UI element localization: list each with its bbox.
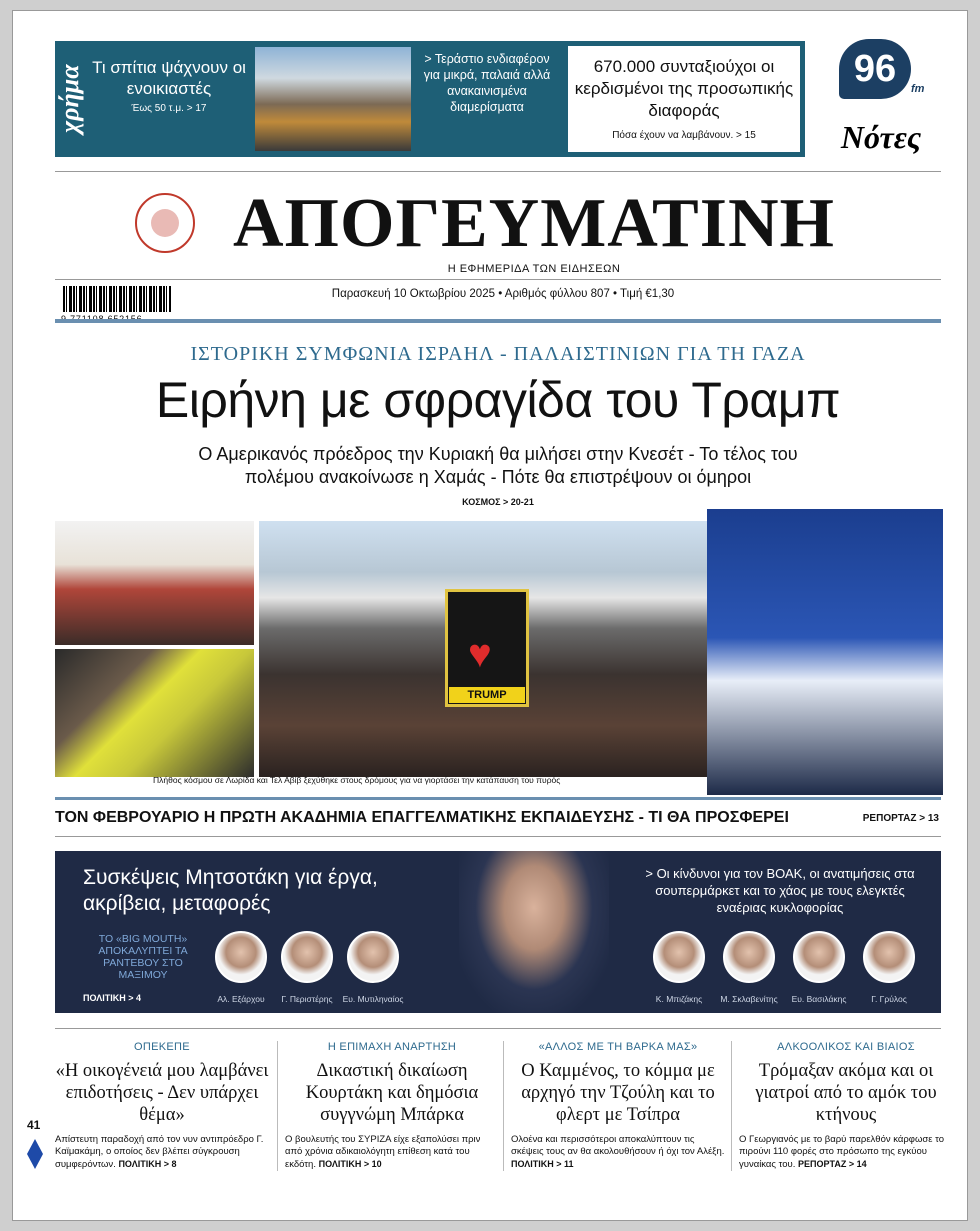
section-rule-thin <box>55 836 941 837</box>
person-name: Αλ. Εξάρχου <box>217 994 265 1004</box>
mitsotakis-right-text: > Οι κίνδυνοι για τον ΒΟΑΚ, οι ανατιμήσεις στα σουπερμάρκετ και το χάος με τους ελεγκτές εναέριας κυκλοφορίας <box>645 866 915 915</box>
column-kicker: ΟΠΕΚΕΠΕ <box>134 1041 190 1053</box>
column-page-ref: ΠΟΛΙΤΙΚΗ > 10 <box>318 1159 382 1169</box>
mitsotakis-page-ref: ΠΟΛΙΤΙΚΗ > 4 <box>83 993 142 1003</box>
column-kicker: Η ΕΠΙΜΑΧΗ ΑΝΑΡΤΗΣΗ <box>327 1041 457 1053</box>
trump-sign-label: TRUMP <box>449 687 525 703</box>
academy-page-ref[interactable]: ΡΕΠΟΡΤΑΖ > 13 <box>862 813 939 824</box>
newspaper-front-page <box>12 10 968 1221</box>
diamond-icon <box>27 1139 43 1169</box>
column-headline: «Η οικογένειά μου λαμβάνει επιδοτήσεις - Δεν υπάρχει θέμα» <box>55 1061 269 1125</box>
promo-building-photo <box>255 47 411 151</box>
column-body-text: Ολοένα και περισσότεροι αποκαλύπτουν τις σκέψεις τους αν θα ακολουθήσουν ή όχι τον Αλέξη. <box>511 1134 725 1157</box>
radio-name: Nότες <box>840 119 922 155</box>
person-name: Ευ. Βασιλάκης <box>791 994 847 1004</box>
promo-left-sub: Έως 50 τ.μ. > 17 <box>131 103 207 114</box>
column-body-text: Απίστευτη παραδοχή από τον νυν αντιπρόεδρο Γ. Καϊμακάμη, ο οποίος δεν βλέπει σύγκρουση συμφερόντων. <box>55 1134 264 1170</box>
promo-right-title: 670.000 συνταξιούχοι οι κερδισμένοι της προσωπικής διαφοράς <box>574 57 794 120</box>
story-column-2[interactable] <box>285 1041 499 1171</box>
column-page-ref: ΠΟΛΙΤΙΚΗ > 8 <box>118 1159 177 1169</box>
promo-middle-text: > Τεράστιο ενδιαφέρον για μικρά, παλαιά αλλά ανακαινισμένα διαμερίσματα <box>423 52 551 114</box>
academy-headline[interactable]: ΤΟΝ ΦΕΒΡΟΥΑΡΙΟ Η ΠΡΩΤΗ ΑΚΑΔΗΜΙΑ ΕΠΑΓΓΕΛΜΑΤΙΚΗΣ ΕΚΠΑΙΔΕΥΣΗΣ - ΤΙ ΘΑ ΠΡΟΣΦΕΡΕΙ <box>55 809 789 826</box>
promo-right-sub: Πόσα έχουν να λαμβάνουν. > 15 <box>612 130 756 141</box>
radio-logo <box>831 39 931 159</box>
person-name: Γ. Περιστέρης <box>281 994 333 1004</box>
avatar <box>281 931 333 983</box>
column-divider <box>277 1041 278 1171</box>
avatar <box>215 931 267 983</box>
column-kicker: «ΑΛΛΟΣ ΜΕ ΤΗ ΒΑΡΚΑ ΜΑΣ» <box>538 1041 698 1053</box>
column-kicker: ΑΛΚΟΟΛΙΚΟΣ ΚΑΙ ΒΙΑΙΟΣ <box>777 1041 915 1053</box>
avatar <box>863 931 915 983</box>
avatar <box>723 931 775 983</box>
promo-right <box>567 45 801 153</box>
celebration-photo-1 <box>55 521 254 645</box>
column-page-ref: ΠΟΛΙΤΙΚΗ > 11 <box>511 1159 574 1169</box>
column-headline: Ο Καμμένος, το κόμμα με αρχηγό την Τζούλη και το φλερτ με Τσίπρα <box>521 1061 715 1125</box>
newspaper-emblem-icon <box>135 193 195 253</box>
column-body <box>285 1134 499 1171</box>
column-body <box>55 1134 269 1171</box>
masthead-title: ΑΠΟΓΕΥΜΑΤΙΝΗ <box>233 185 835 262</box>
story-column-3[interactable] <box>511 1041 725 1171</box>
masthead-rule-bottom <box>55 279 941 280</box>
promo-left-title: Τι σπίτια ψάχνουν οι ενοικιαστές <box>92 58 246 98</box>
avatar <box>793 931 845 983</box>
avatar <box>653 931 705 983</box>
masthead-blue-rule <box>55 319 941 323</box>
column-body <box>511 1134 725 1171</box>
lead-page-ref[interactable]: ΚΟΣΜΟΣ > 20-21 <box>462 497 534 507</box>
lead-kicker: ΙΣΤΟΡΙΚΗ ΣΥΜΦΩΝΙΑ ΙΣΡΑΗΛ - ΠΑΛΑΙΣΤΙΝΙΩΝ ΓΙΑ ΤΗ ΓΑΖΑ <box>190 343 806 365</box>
column-headline: Δικαστική δικαίωση Κουρτάκη και δημόσια συγγνώμη Μπάρκα <box>305 1061 479 1125</box>
column-body-text: Ο βουλευτής του ΣΥΡΙΖΑ είχε εξαπολύσει πριν από χρόνια αδικαιολόγητη επίθεση κατά του εκδότη. <box>285 1134 481 1170</box>
mitsotakis-title: Συσκέψεις Μητσοτάκη για έργα, ακρίβεια, μεταφορές <box>83 866 378 915</box>
person-name: Κ. Μπιζάκης <box>655 994 703 1004</box>
photo-caption: Πλήθος κόσμου σε Λωρίδα και Τελ Αβίβ ξεχύθηκε στους δρόμους για να γιορτάσει την κατάπαυση του πυρός <box>153 775 561 785</box>
column-divider <box>503 1041 504 1171</box>
celebration-photo-2 <box>55 649 254 777</box>
story-column-1[interactable] <box>55 1041 269 1171</box>
hostages-banner-photo <box>707 509 943 795</box>
promo-banner[interactable] <box>55 41 805 157</box>
column-headline: Τρόμαξαν ακόμα και οι γιατροί από το αμόκ του κτήνους <box>755 1061 937 1125</box>
column-page-ref: ΡΕΠΟΡΤΑΖ > 14 <box>798 1159 867 1169</box>
column-body-text: Ο Γεωργιανός με το βαρύ παρελθόν κάρφωσε το πιρούνι 110 φορές στο πρόσωπο της εγκύου γυναίκας του. <box>739 1134 945 1170</box>
section-rule <box>55 797 941 800</box>
radio-fm-label: fm <box>911 83 925 95</box>
person-name: Ευ. Μυτιληναίος <box>342 994 404 1004</box>
promo-left <box>89 57 249 114</box>
issue-date-line: Παρασκευή 10 Οκτωβρίου 2025 • Αριθμός φύλλου 807 • Τιμή €1,30 <box>331 288 675 300</box>
radio-frequency: 96 <box>839 39 911 99</box>
masthead-rule-top <box>55 171 941 172</box>
avatar <box>347 931 399 983</box>
mitsotakis-box[interactable] <box>55 851 941 1013</box>
person-name: Μ. Σκλαβενίτης <box>720 994 778 1004</box>
lead-headline[interactable]: Ειρήνη με σφραγίδα του Τραμπ <box>155 372 841 428</box>
big-mouth-kicker: ΤΟ «BIG MOUTH» ΑΠΟΚΑΛΥΠΤΕΙ ΤΑ ΡΑΝΤΕΒΟΥ ΣΤΟ ΜΑΞΙΜΟΥ <box>98 933 188 981</box>
barcode-icon <box>63 286 171 312</box>
page-number: 41 <box>27 1118 41 1132</box>
story-column-4[interactable] <box>739 1041 953 1171</box>
prime-minister-photo <box>459 851 609 1013</box>
masthead-subtitle: Η ΕΦΗΜΕΡΙΔΑ ΤΩΝ ΕΙΔΗΣΕΩΝ <box>447 263 621 275</box>
bottom-rule <box>55 1028 941 1029</box>
column-divider <box>731 1041 732 1171</box>
person-name: Γ. Γρύλος <box>871 994 907 1004</box>
lead-deck: Ο Αμερικανός πρόεδρος την Κυριακή θα μιλήσει στην Κνεσέτ - Το τέλος του πολέμου ανακοίνωσε η Χαμάς - Πότε θα επιστρέψουν οι όμηροι <box>198 444 798 487</box>
promo-section-label: χρήμα <box>55 64 84 134</box>
column-body <box>739 1134 953 1171</box>
